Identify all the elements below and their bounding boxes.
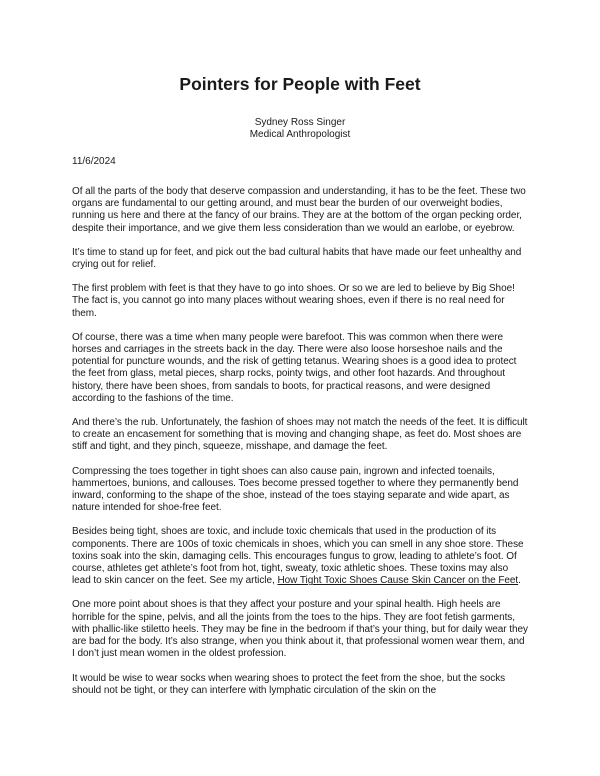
article-link[interactable]: How Tight Toxic Shoes Cause Skin Cancer on the Feet <box>277 575 519 587</box>
paragraph-text-end: . <box>518 575 521 587</box>
paragraph-text: Besides being tight, shoes are toxic, and include toxic chemicals that used in the production of its components. There are 100s of toxic chemicals in shoes, which you can smell in any shoe store. These toxins soak into the skin, damaging cells. This encourages fungus to grow, leading to athlete’s foot. Of course, athletes get athlete’s foot from hot, tight, sweaty, toxic athletic shoes. These toxins may also lead to skin cancer on the feet. See my article, <box>72 526 524 587</box>
paragraph: Compressing the toes together in tight shoes can also cause pain, ingrown and infected toenails, hammertoes, bunions, and callouses. Toes become pressed together to where they permanently bend inward, conforming to the shape of the shoe, instead of the toes staying separate and wide apart, as nature intended for shoe-free feet. <box>72 465 519 514</box>
paragraph: It’s time to stand up for feet, and pick out the bad cultural habits that have made our feet unhealthy and crying out for relief. <box>72 246 522 271</box>
paragraph: One more point about shoes is that they affect your posture and your spinal health. High heels are horrible for the spine, pelvis, and all the joints from the toes to the hips. They are foot fetish garments, with phallic-like stiletto heels. They may be fine in the bedroom if that’s your thing, but for daily wear they are bad for the body. It’s also strange, when you think about it, that professional women wear them, and I don’t just mean women in the oldest profession. <box>72 599 528 660</box>
document-title: Pointers for People with Feet <box>179 74 421 94</box>
article-body <box>72 186 528 697</box>
author-name: Sydney Ross Singer <box>254 117 346 128</box>
paragraph: It would be wise to wear socks when wearing shoes to protect the feet from the shoe, but the socks should not be tight, or they can interfere with lymphatic circulation of the skin on the <box>72 672 506 696</box>
paragraph: Of course, there was a time when many people were barefoot. This was common when there were horses and carriages in the streets back in the day. There were also loose horseshoe nails and the potential for puncture wounds, and the risk of getting tetanus. Wearing shoes is a good idea to protect the feet from glass, metal pieces, sharp rocks, pointy twigs, and other foot hazards. And throughout history, there have been shoes, from sandals to boots, for practical reasons, and were designed according to the fashions of the time. <box>72 331 517 404</box>
document-date: 11/6/2024 <box>72 156 116 167</box>
author-title: Medical Anthropologist <box>249 129 351 140</box>
paragraph: Of all the parts of the body that deserve compassion and understanding, it has to be the feet. These two organs are fundamental to our getting around, and must bear the burden of our overweight bodies, running us here and there at the fancy of our brains. They are at the bottom of the organ pecking order, despite their importance, and we give them less consideration than we would an earlobe, or eyebrow. <box>72 186 526 234</box>
paragraph-with-link <box>72 526 528 587</box>
paragraph: And there’s the rub. Unfortunately, the fashion of shoes may not match the needs of the feet. It is difficult to create an encasement for something that is moving and changing shape, as feet do. Most shoes are stiff and tight, and they pinch, squeeze, misshape, and damage the feet. <box>72 417 528 453</box>
byline <box>72 117 528 141</box>
paragraph: The first problem with feet is that they have to go into shoes. Or so we are led to believe by Big Shoe! The fact is, you cannot go into many places without wearing shoes, even if there is no real need for them. <box>72 283 515 319</box>
